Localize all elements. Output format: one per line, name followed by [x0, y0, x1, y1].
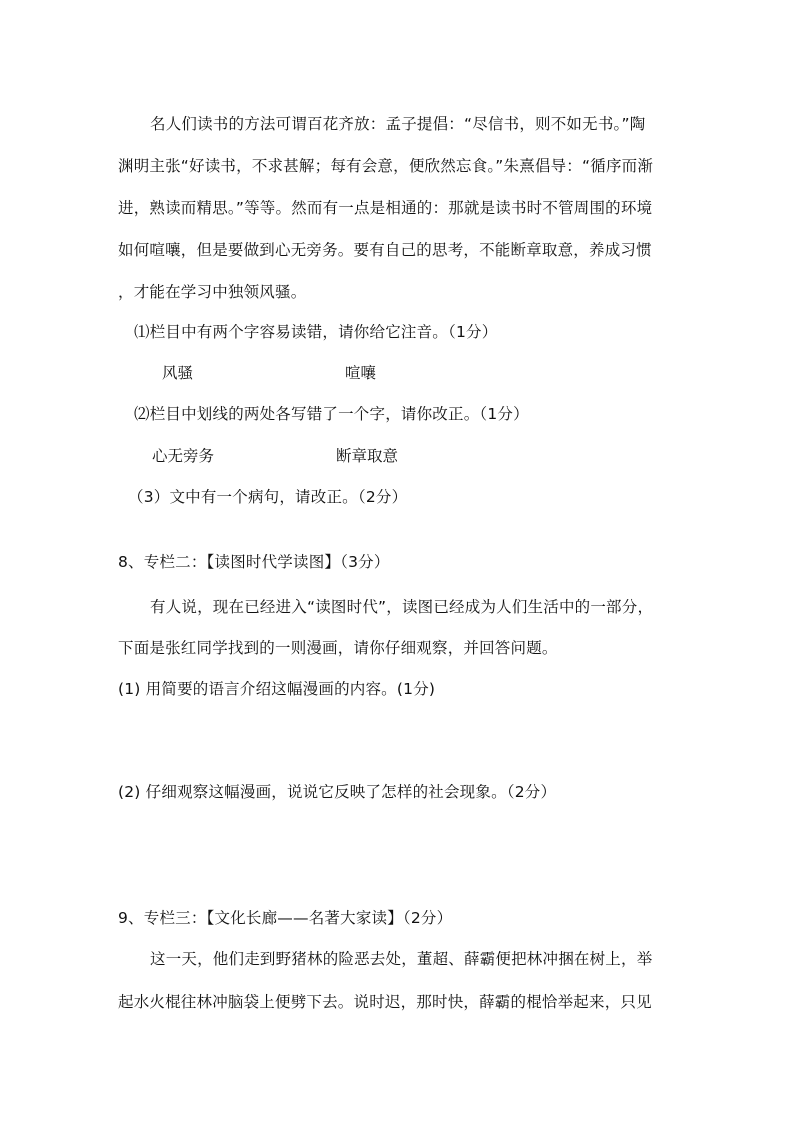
- paragraph-line: 下面是张红同学找到的一则漫画，请你仔细观察，并回答问题。: [118, 639, 558, 657]
- paragraph-line: 名人们读书的方法可谓百花齐放：孟子提倡：“尽信书，则不如无书。”陶: [150, 115, 646, 133]
- section-title: 8、专栏二：【读图时代学读图】（3分）: [118, 553, 390, 571]
- question-2: ⑵栏目中划线的两处各写错了一个字，请你改正。（1分）: [134, 405, 529, 423]
- paragraph-line: ，才能在学习中独领风骚。: [118, 283, 307, 301]
- paragraph-line: 如何喧嚷，但是要做到心无旁务。要有自己的思考，不能断章取意，养成习惯: [118, 241, 652, 259]
- paragraph-line: 有人说，现在已经进入“读图时代”，读图已经成为人们生活中的一部分，: [150, 598, 654, 616]
- question-2: (2) 仔细观察这幅漫画，说说它反映了怎样的社会现象。（2分）: [118, 783, 557, 801]
- answer-word: 风骚: [162, 364, 194, 382]
- question-1: ⑴栏目中有两个字容易读错，请你给它注音。（1分）: [134, 323, 498, 341]
- question-3: （3）文中有一个病句，请改正。（2分）: [128, 488, 408, 506]
- question-1: (1) 用简要的语言介绍这幅漫画的内容。(1分): [118, 680, 436, 698]
- paragraph-line: 起水火棍往林冲脑袋上便劈下去。说时迟，那时快，薛霸的棍恰举起来，只见: [118, 993, 652, 1011]
- answer-word: 断章取意: [336, 447, 399, 465]
- paragraph-line: 这一天，他们走到野猪林的险恶去处，董超、薛霸便把林冲捆在树上，举: [150, 950, 653, 968]
- paragraph-line: 渊明主张“好读书，不求甚解；每有会意，便欣然忘食。”朱熹倡导：“循序而渐: [118, 157, 654, 175]
- section-title: 9、专栏三：【文化长廊——名著大家读】（2分）: [118, 909, 453, 927]
- answer-word: 喧嚷: [345, 364, 377, 382]
- paragraph-line: 进，熟读而精思。”等等。然而有一点是相通的：那就是读书时不管周围的环境: [118, 199, 653, 217]
- answer-word: 心无旁务: [152, 447, 215, 465]
